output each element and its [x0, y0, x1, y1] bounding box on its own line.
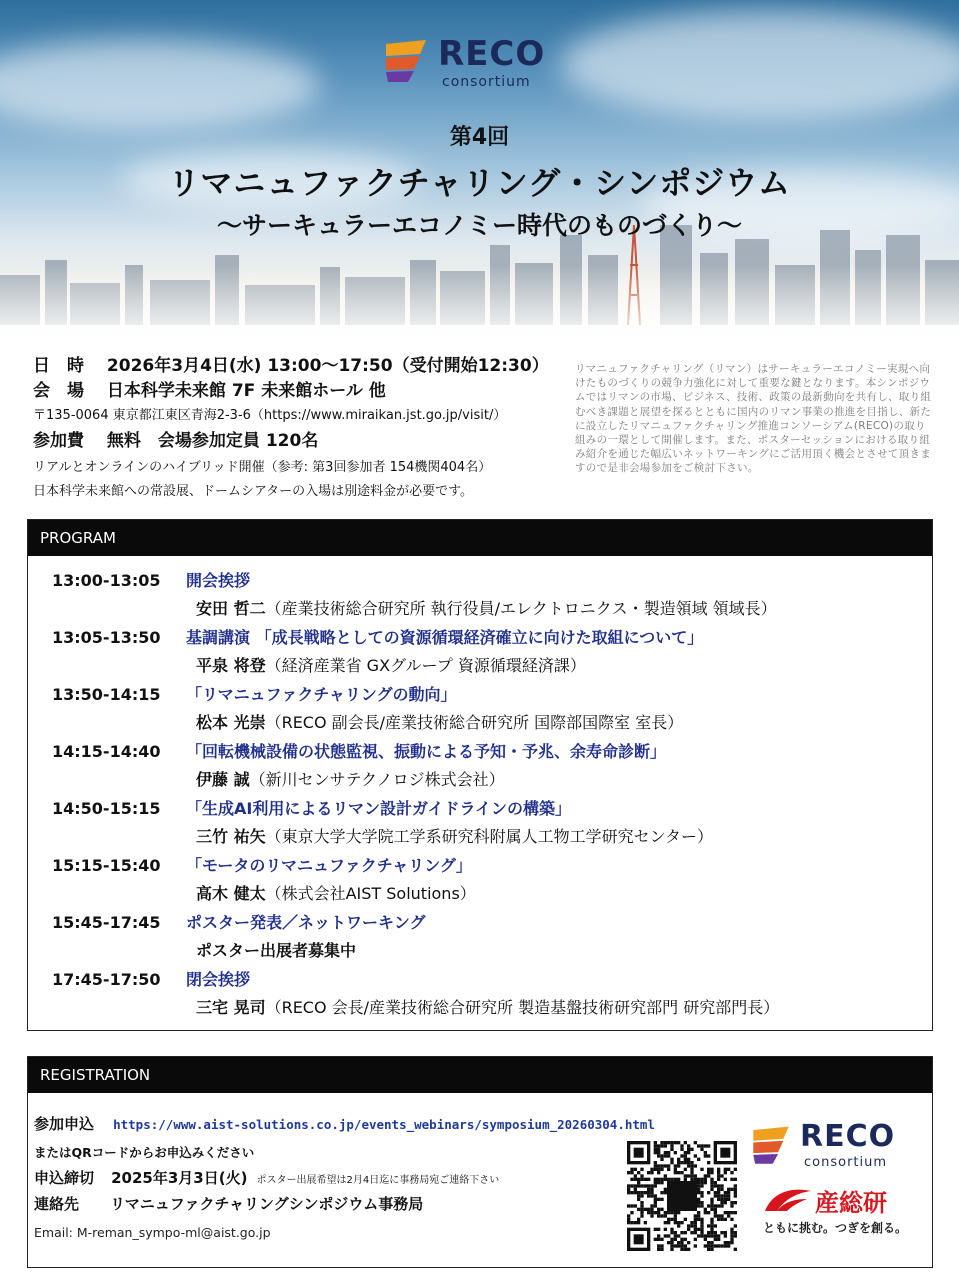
program-item [28, 969, 932, 1026]
apply-row [34, 1113, 655, 1134]
deadline-value: 2025年3月3日(火) [111, 1169, 248, 1187]
reco-logo-bottom [748, 1117, 918, 1177]
date-row [33, 355, 573, 377]
speaker-name: 伊藤 誠 [196, 770, 250, 789]
reco-logo-bottom-name: RECO [800, 1119, 896, 1154]
venue-row [33, 380, 573, 402]
program-item [28, 741, 932, 798]
contact-email[interactable]: Email: M-reman_sympo-ml@aist.go.jp [34, 1225, 271, 1240]
registration-header: REGISTRATION [28, 1057, 932, 1093]
program-time: 15:15-15:40 [52, 856, 161, 875]
speaker-name: 松本 光崇 [196, 713, 266, 732]
apply-url-link[interactable]: https://www.aist-solutions.co.jp/events_webinars/symposium_20260304.html [113, 1117, 655, 1132]
program-title: 閉会挨拶 [186, 970, 251, 989]
deadline-note: ポスター出展希望は2月4日迄に事務局宛ご連絡下さい [256, 1175, 500, 1186]
venue-address: 〒135-0064 東京都江東区青海2-3-6（https://www.miraikan.jst.go.jp/visit/） [33, 408, 507, 423]
reco-logo-sub: consortium [442, 74, 531, 90]
deadline-row [34, 1167, 499, 1188]
fee-value: 無料 会場参加定員 120名 [106, 431, 319, 451]
program-time: 13:05-13:50 [52, 628, 161, 647]
program-speaker-line [196, 826, 713, 848]
fee-row [33, 430, 573, 452]
page-subtitle: 〜サーキュラーエコノミー時代のものづくり〜 [216, 211, 742, 240]
program-time: 14:50-15:15 [52, 799, 161, 818]
date-value: 2026年3月4日(水) 13:00〜17:50（受付開始12:30） [106, 356, 549, 376]
page-title: リマニュファクチャリング・シンポジウム [167, 164, 791, 202]
reco-mark-icon [380, 36, 432, 88]
program-header: PROGRAM [28, 520, 932, 556]
speaker-affiliation: （RECO 副会長/産業技術総合研究所 国際部国際室 室長） [265, 713, 684, 732]
speaker-name: ポスター出展者募集中 [196, 941, 357, 960]
venue-label: 会 場 [33, 381, 84, 401]
aist-logo [763, 1183, 923, 1243]
qr-note: またはQRコードからお申込みください [34, 1145, 255, 1160]
program-title: 開会挨拶 [186, 571, 251, 590]
speaker-affiliation: （RECO 会長/産業技術総合研究所 製造基盤技術研究部門 研究部門長） [265, 998, 780, 1017]
program-time: 14:15-14:40 [52, 742, 161, 761]
speaker-name: 平泉 将登 [196, 656, 266, 675]
program-title: 「生成AI利用によるリマン設計ガイドラインの構築」 [186, 799, 572, 818]
program-speaker-line [196, 769, 505, 791]
speaker-affiliation: （経済産業省 GXグループ 資源循環経済課） [265, 656, 586, 675]
program-list [28, 570, 932, 1026]
contact-label: 連絡先 [34, 1195, 80, 1213]
program-item [28, 912, 932, 969]
speaker-name: 三竹 祐矢 [196, 827, 266, 846]
apply-label: 参加申込 [34, 1115, 95, 1133]
registration-section [27, 1056, 933, 1268]
speaker-name: 高木 健太 [196, 884, 266, 903]
program-time: 13:50-14:15 [52, 685, 161, 704]
reco-logo-bottom-sub: consortium [804, 1155, 888, 1170]
reco-mark-icon-bottom [748, 1123, 794, 1169]
speaker-affiliation: （産業技術総合研究所 執行役員/エレクトロニクス・製造領域 領域長） [265, 599, 777, 618]
program-speaker-line [196, 712, 683, 734]
contact-row [34, 1193, 423, 1214]
event-description: リマニュファクチャリング（リマン）はサーキュラーエコノミー実現へ向けたものづくりの競争力強化に対して重要な鍵となります。本シンポジウムではリマンの市場、ビジネス、技術、政策の最新動向を共有し、取り組むべき課題と展望を探るとともに国内のリマン事業の推進を目指し、新たに設立したリマニュファクチャリング推進コンソーシアム(RECO)の取り組みの一環として開催します。また、ポスターセッションにおける取り組み紹介を通じた幅広いネットワーキングにご活用頂く機会とさせて頂きますので是非会場参加をご検討下さい。 [575, 363, 932, 475]
aist-name: 産総研 [815, 1189, 887, 1217]
program-title: ポスター発表／ネットワーキング [186, 913, 426, 932]
program-speaker-line [196, 997, 779, 1019]
program-title: 「回転機械設備の状態監視、振動による予知・予兆、余寿命診断」 [186, 742, 667, 761]
program-item [28, 855, 932, 912]
program-item [28, 684, 932, 741]
deadline-label: 申込締切 [34, 1169, 95, 1187]
program-title: 「リマニュファクチャリングの動向」 [186, 685, 457, 704]
qr-code-image[interactable] [627, 1141, 737, 1251]
speaker-name: 三宅 晃司 [196, 998, 266, 1017]
aist-mark-icon [763, 1185, 813, 1215]
program-speaker-line [196, 940, 356, 962]
aist-tagline: ともに挑む。つぎを創る。 [763, 1221, 908, 1235]
program-speaker-line [196, 655, 586, 677]
program-time: 17:45-17:50 [52, 970, 161, 989]
event-info [33, 355, 573, 502]
program-title: 「モータのリマニュファクチャリング」 [186, 856, 472, 875]
reco-logo [380, 34, 580, 92]
date-label: 日 時 [33, 356, 84, 376]
speaker-affiliation: （東京大学大学院工学系研究科附属人工物工学研究センター） [265, 827, 713, 846]
program-item [28, 570, 932, 627]
program-time: 15:45-17:45 [52, 913, 161, 932]
program-time: 13:00-13:05 [52, 571, 161, 590]
program-item [28, 627, 932, 684]
venue-value: 日本科学未来館 7F 未来館ホール 他 [106, 381, 386, 401]
speaker-affiliation: （株式会社AIST Solutions） [265, 884, 476, 903]
program-item [28, 798, 932, 855]
contact-value: リマニュファクチャリングシンポジウム事務局 [110, 1195, 424, 1213]
extra-note: 日本科学未来館への常設展、ドームシアターの入場は別途料金が必要です。 [33, 484, 474, 499]
program-section [27, 519, 933, 1031]
program-title: 基調講演 「成長戦略としての資源循環経済確立に向けた取組について」 [186, 628, 704, 647]
fee-label: 参加費 [33, 431, 84, 451]
speaker-affiliation: （新川センサテクノロジ株式会社） [249, 770, 505, 789]
program-speaker-line [196, 883, 476, 905]
edition-label: 第4回 [449, 125, 510, 150]
reco-logo-name: RECO [438, 34, 546, 74]
program-speaker-line [196, 598, 777, 620]
hybrid-note: リアルとオンラインのハイブリッド開催（参考: 第3回参加者 154機関404名） [33, 460, 492, 475]
speaker-name: 安田 哲二 [196, 599, 266, 618]
